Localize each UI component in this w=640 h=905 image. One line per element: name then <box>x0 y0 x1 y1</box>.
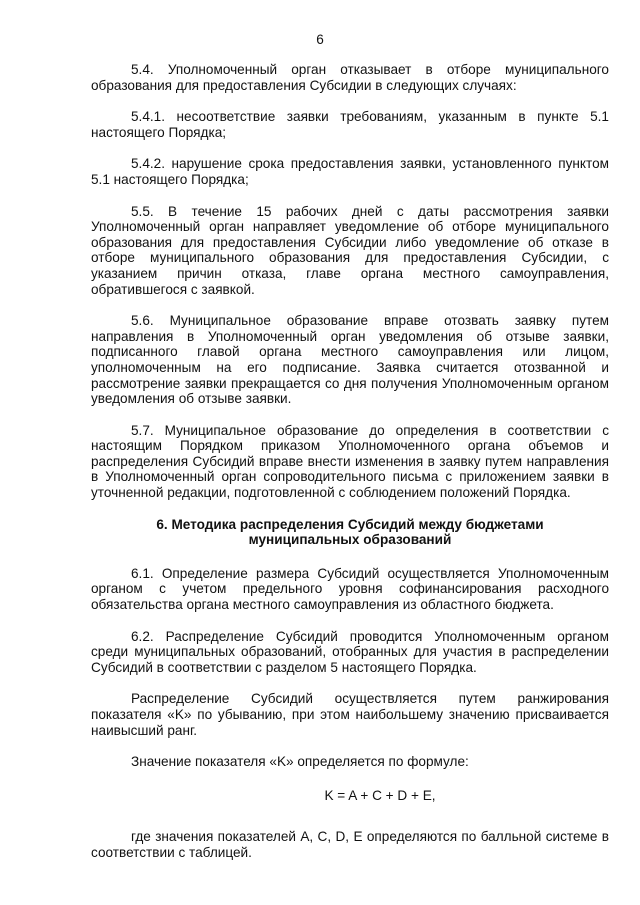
document-body <box>91 62 609 877</box>
paragraph-formula-intro: Значение показателя «K» определяется по формуле: <box>131 754 469 770</box>
section-title: 6. Методика распределения Субсидий между бюджетами муниципальных образований <box>156 516 544 548</box>
paragraph-5-5: 5.5. В течение 15 рабочих дней с даты рассмотрения заявки Уполномоченный орган направляет уведомление об отборе муниципального образования для предоставления Субсидии либо уведомление об отказе в отборе муниципального образования для предоставления Субсидии, с указанием причин отказа, главе органа местного самоуправления, обратившегося с заявкой. <box>91 203 609 297</box>
paragraph-6-1: 6.1. Определение размера Субсидий осуществляется Уполномоченным органом с учетом предельного уровня софинансирования расходного обязательства органа местного самоуправления из областного бюджета. <box>91 565 609 613</box>
paragraph-5-4: 5.4. Уполномоченный орган отказывает в отборе муниципального образования для предоставления Субсидии в следующих случаях: <box>91 62 609 93</box>
formula: K = A + C + D + E, <box>324 787 436 803</box>
paragraph-5-4-1: 5.4.1. несоответствие заявки требованиям, указанным в пункте 5.1 настоящего Порядка; <box>91 109 609 140</box>
paragraph-6-2: 6.2. Распределение Субсидий проводится Уполномоченным органом среди муниципальных образований, отобранных для участия в распределении Субсидий в соответствии с разделом 5 настоящего Порядка. <box>91 628 609 675</box>
page-number: 6 <box>316 32 324 47</box>
paragraph-5-4-2: 5.4.2. нарушение срока предоставления заявки, установленного пунктом 5.1 настоящего Порядка; <box>91 156 609 187</box>
paragraph-ranking: Распределение Субсидий осуществляется путем ранжирования показателя «K» по убыванию, при этом наибольшему значению присваивается наивысший ранг. <box>91 691 609 738</box>
paragraph-5-6: 5.6. Муниципальное образование вправе отозвать заявку путем направления в Уполномоченный орган уведомления об отзыве заявки, подписанного главой органа местного самоуправления или лицом, уполномоченным на его подписание. Заявка считается отозванной и рассмотрение заявки прекращается со дня получения Уполномоченным органом уведомления об отзыве заявки. <box>91 313 609 407</box>
paragraph-5-7: 5.7. Муниципальное образование до определения в соответствии с настоящим Порядком приказом Уполномоченного органа объемов и распределения Субсидий вправе внести изменения в заявку путем направления в Уполномоченный орган сопроводительного письма с приложением заявки в уточненной редакции, подготовленной с соблюдением положений Порядка. <box>91 422 609 501</box>
paragraph-closing: где значения показателей A, C, D, E определяются по балльной системе в соответствии с таблицей. <box>91 829 609 860</box>
